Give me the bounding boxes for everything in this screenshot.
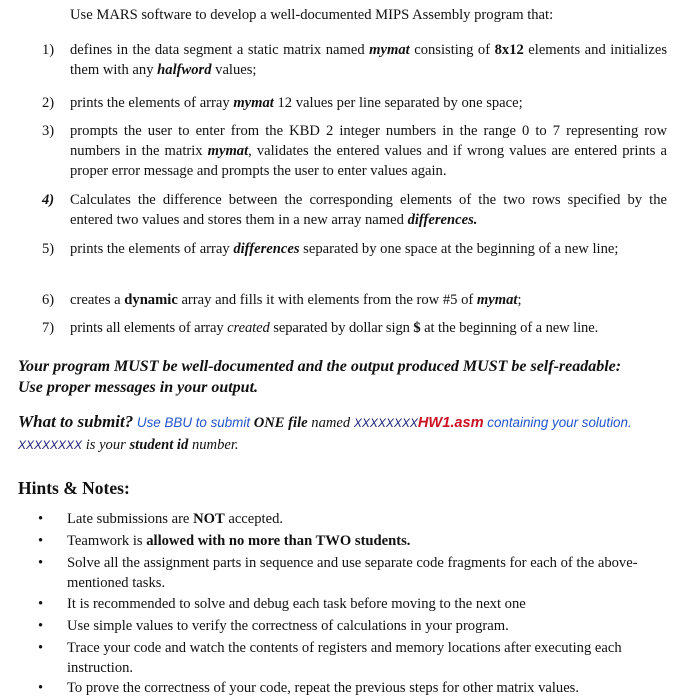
task-text: prints all elements of array created separated by dollar sign $ at the beginning of a new line.: [70, 320, 599, 336]
hint-text: Use simple values to verify the correctness of calculations in your program.: [67, 618, 509, 634]
task-number: 4): [42, 192, 55, 208]
hint-text: It is recommended to solve and debug each task before moving to the next one: [67, 596, 526, 612]
bullet-icon: •: [38, 533, 44, 549]
task-text: Calculates the difference between the corresponding elements of the two rows specified by the entered two values and stores them in a new array named differences.: [70, 192, 667, 228]
submission-filename: HW1.asm: [417, 415, 484, 431]
bullet-icon: •: [38, 596, 44, 612]
id-placeholder: XXXXXXXX: [18, 438, 83, 452]
hint-text: To prove the correctness of your code, repeat the previous steps for other matrix values.: [67, 680, 580, 696]
bullet-icon: •: [38, 680, 44, 696]
task-text: prompts the user to enter from the KBD 2 integer numbers in the range 0 to 7 representing row numbers in the matrix mymat, validates the entered values and if wrong values are entered prints a proper error message and prompts the user to enter values again.: [70, 123, 667, 179]
bullet-icon: •: [38, 618, 44, 634]
task-number: 7): [42, 320, 55, 336]
id-placeholder: XXXXXXXX: [353, 416, 418, 430]
hints-heading: Hints & Notes:: [18, 478, 130, 498]
hint-text: Teamwork is allowed with no more than TWO students.: [67, 533, 411, 549]
task-number: 5): [42, 241, 55, 257]
task-text: prints the elements of array differences separated by one space at the beginning of a new line;: [70, 241, 619, 257]
task-text: creates a dynamic array and fills it with elements from the row #5 of mymat;: [70, 292, 522, 308]
task-number: 3): [42, 123, 55, 139]
hint-text: Solve all the assignment parts in sequence and use separate code fragments for each of the above-mentioned tasks.: [67, 555, 638, 591]
bullet-icon: •: [38, 555, 44, 571]
task-number: 2): [42, 95, 55, 111]
bullet-icon: •: [38, 511, 44, 527]
submission-instructions: What to submit? Use BBU to submit ONE file named XXXXXXXXHW1.asm containing your solution. XXXXXXXX is your student id number.: [18, 412, 632, 453]
submit-heading: What to submit?: [18, 412, 134, 431]
task-text: defines in the data segment a static matrix named mymat consisting of 8x12 elements and initializes them with any halfword values;: [70, 42, 667, 78]
intro-text: Use MARS software to develop a well-documented MIPS Assembly program that:: [70, 7, 554, 23]
task-number: 1): [42, 42, 55, 58]
hint-text: Trace your code and watch the contents of registers and memory locations after executing each instruction.: [67, 640, 622, 676]
task-number: 6): [42, 292, 55, 308]
hint-text: Late submissions are NOT accepted.: [67, 511, 284, 527]
bullet-icon: •: [38, 640, 44, 656]
task-text: prints the elements of array mymat 12 values per line separated by one space;: [70, 95, 523, 111]
documentation-warning: Your program MUST be well-documented and the output produced MUST be self-readable: Use proper messages in your output.: [18, 358, 622, 396]
